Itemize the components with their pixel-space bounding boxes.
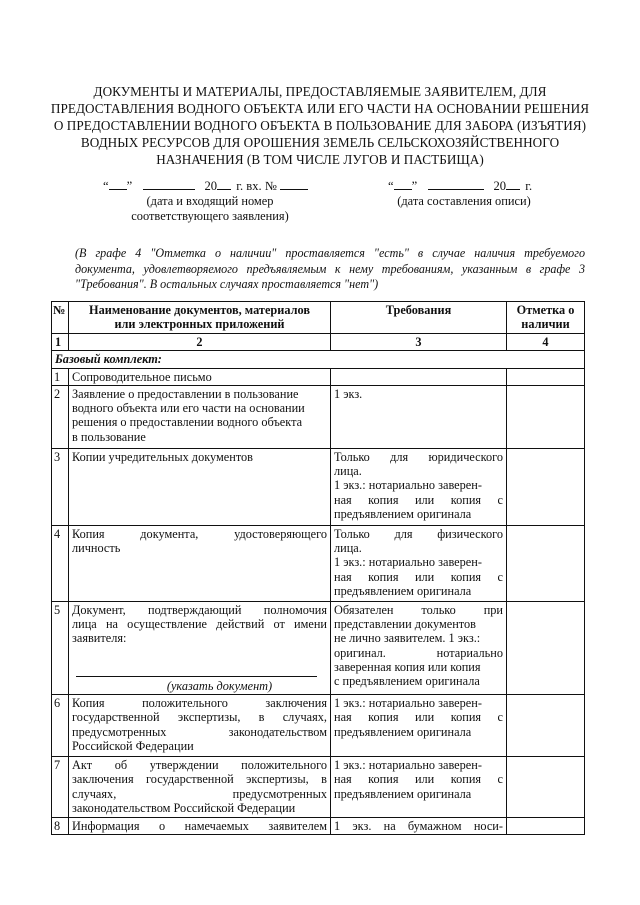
table-row: 4 Копия документа, удостоверяющего личность Только для физического лица. 1 экз.: нотариально заверен- ная копия или копия с предъявлением оригинала <box>52 525 585 601</box>
header-requirements: Требования <box>331 302 507 334</box>
mark-cell[interactable] <box>507 601 585 694</box>
table-row: 5 Документ, подтверждающий полномочия лица на осуществление действий от имени заявителя: (указать документ) Обязателен только при представлении документов не лично заявителем. 1 экз.: оригинал. нотариально заверенная копия или копия с предъявлением оригинала <box>52 601 585 694</box>
mark-cell[interactable] <box>507 448 585 525</box>
incoming-date-caption: (дата и входящий номер соответствующего заявления) <box>131 194 289 223</box>
year-blank <box>217 178 231 190</box>
title-line: ПРЕДОСТАВЛЕНИЯ ВОДНОГО ОБЪЕКТА ИЛИ ЕГО ЧАСТИ НА ОСНОВАНИИ РЕШЕНИЯ <box>50 101 590 116</box>
header-mark: Отметка о наличии <box>507 302 585 334</box>
title-line: НАЗНАЧЕНИЯ (В ТОМ ЧИСЛЕ ЛУГОВ И ПАСТБИЩА) <box>156 152 484 167</box>
mark-cell[interactable] <box>507 368 585 385</box>
mark-cell[interactable] <box>507 757 585 818</box>
mark-cell[interactable] <box>507 695 585 757</box>
title-line: ВОДНЫХ РЕСУРСОВ ДЛЯ ОРОШЕНИЯ ЗЕМЕЛЬ СЕЛЬСКОХОЗЯЙСТВЕННОГО <box>80 135 560 150</box>
column-numbers-row: 1 2 3 4 <box>52 334 585 351</box>
table-header-row <box>52 302 585 334</box>
month-blank <box>143 178 195 190</box>
year-blank <box>506 178 520 190</box>
header-num: № <box>52 302 69 334</box>
table-row: 6 Копия положительного заключения государственной экспертизы, в случаях, предусмотренных законодательством Российской Федерации 1 экз.: нотариально заверен- ная копия или копия с предъявлением оригинала <box>52 695 585 757</box>
incoming-date-line: “ ” 20 г. вх. № <box>103 178 308 194</box>
mark-cell[interactable] <box>507 385 585 448</box>
inventory-date-line: “ ” 20 г. <box>388 179 533 193</box>
table-row: 2 Заявление о предоставлении в пользование водного объекта или его части на основании решения о предоставлении водного объекта в пользование 1 экз. <box>52 385 585 448</box>
mark-cell[interactable] <box>507 818 585 835</box>
month-blank <box>428 178 484 190</box>
title-line: О ПРЕДОСТАВЛЕНИИ ВОДНОГО ОБЪЕКТА В ПОЛЬЗОВАНИЕ ДЛЯ ЗАБОРА (ИЗЪЯТИЯ) <box>53 118 587 133</box>
table-row: 7 Акт об утверждении положительного заключения государственной экспертизы, в случаях, предусмотренных законодательством Российской Федерации 1 экз.: нотариально заверен- ная копия или копия с предъявлением оригинала <box>52 757 585 818</box>
table-row: 8 Информация о намечаемых заявителем 1 экз. на бумажном носи- <box>52 818 585 835</box>
table-row: 3 Копии учредительных документов Только для юридического лица. 1 экз.: нотариально заверен- ная копия или копия с предъявлением оригинала <box>52 448 585 525</box>
authority-document-blank[interactable] <box>76 664 317 677</box>
inventory-date-caption: (дата составления описи) <box>397 194 531 208</box>
day-blank <box>109 178 127 190</box>
incoming-number-blank <box>280 178 308 190</box>
documents-table <box>51 301 585 835</box>
day-blank <box>394 178 412 190</box>
section-row <box>52 351 585 368</box>
mark-cell[interactable] <box>507 525 585 601</box>
section-title: Базовый комплект: <box>52 351 585 368</box>
document-title <box>40 83 600 168</box>
instruction-note: (В графе 4 "Отметка о наличии" проставляется "есть" в случае наличия требуемого документа, удовлетворяемого предъявляемым к нему требованиям, указанным в графе 3 "Требования". В остальных случаях проставляется "нет") <box>75 246 585 292</box>
table-row: 1 Сопроводительное письмо <box>52 368 585 385</box>
header-name: Наименование документов, материалов или электронных приложений <box>69 302 331 334</box>
title-line: ДОКУМЕНТЫ И МАТЕРИАЛЫ, ПРЕДОСТАВЛЯЕМЫЕ ЗАЯВИТЕЛЕМ, ДЛЯ <box>93 84 547 99</box>
